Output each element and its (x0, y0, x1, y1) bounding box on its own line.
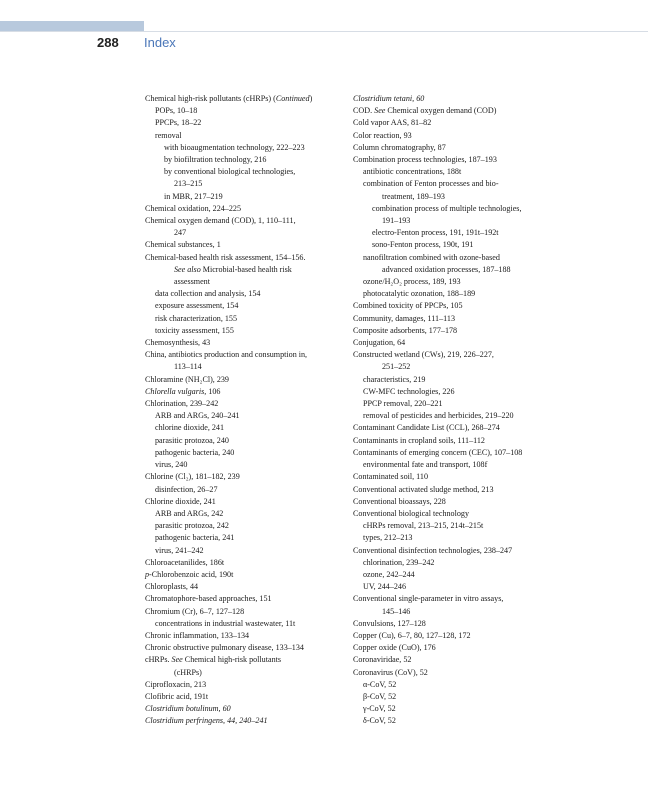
index-subsubentry: in MBR, 217–219 (164, 191, 223, 201)
index-subentry: characteristics, 219 (363, 374, 426, 384)
index-subentry: PPCP removal, 220–221 (363, 399, 443, 409)
index-subentry: nanofiltration combined with ozone-based (363, 252, 500, 262)
index-entry: Contaminant Candidate List (CCL), 268–274 (353, 423, 500, 433)
index-entry: China, antibiotics production and consumption in, (145, 350, 308, 360)
index-column-right (353, 93, 553, 728)
index-entry: Contaminants of emerging concern (CEC), 107–108 (353, 447, 523, 457)
index-entry: cHRPs. See Chemical high-risk pollutants (145, 655, 282, 665)
index-subsubentry: with bioaugmentation technology, 222–223 (164, 142, 305, 152)
header-rule (0, 31, 648, 32)
index-subentry: removal (155, 130, 182, 140)
index-entry: Chloroplasts, 44 (145, 582, 199, 592)
index-entry: Conventional bioassays, 228 (353, 496, 446, 506)
index-entry: Contaminated soil, 110 (353, 472, 429, 482)
index-subsubentry: electro-Fenton process, 191, 191t–192t (372, 228, 499, 238)
index-subentry: UV, 244–246 (363, 582, 407, 592)
index-entry: Chlorination, 239–242 (145, 399, 219, 409)
index-subentry: types, 212–213 (363, 533, 413, 543)
index-subentry: virus, 241–242 (155, 545, 204, 555)
index-entry: Conventional single-parameter in vitro assays, (353, 594, 504, 604)
header-accent-bar (0, 21, 144, 31)
index-entry: Chromatophore-based approaches, 151 (145, 594, 272, 604)
index-subentry: CW-MFC technologies, 226 (363, 386, 455, 396)
index-subentry: disinfection, 26–27 (155, 484, 218, 494)
index-continuation: 113–114 (174, 362, 202, 372)
index-entry: Composite adsorbents, 177–178 (353, 325, 458, 335)
index-entry: Chromium (Cr), 6–7, 127–128 (145, 606, 245, 616)
index-subentry: α-CoV, 52 (363, 679, 397, 689)
index-entry: Copper (Cu), 6–7, 80, 127–128, 172 (353, 630, 471, 640)
index-subentry: environmental fate and transport, 108f (363, 460, 488, 470)
index-subentry: antibiotic concentrations, 188t (363, 167, 462, 177)
index-continuation: advanced oxidation processes, 187–188 (382, 264, 511, 274)
index-entry: Clofibric acid, 191t (145, 691, 209, 701)
index-subentry: data collection and analysis, 154 (155, 289, 261, 299)
index-entry: Chronic inflammation, 133–134 (145, 630, 250, 640)
index-subentry: removal of pesticides and herbicides, 219–220 (363, 411, 514, 421)
index-entry: Chemical substances, 1 (145, 240, 221, 250)
index-entry: Chloroacetanilides, 186t (145, 557, 225, 567)
index-entry: Chemosynthesis, 43 (145, 338, 211, 348)
index-entry: p-Chlorobenzoic acid, 190t (145, 569, 234, 579)
index-continuation: 251–252 (382, 362, 411, 372)
index-subentry: δ-CoV, 52 (363, 716, 396, 726)
index-entry: Chemical high-risk pollutants (cHRPs) (Continued) (145, 94, 313, 103)
index-continuation: 213–215 (174, 179, 203, 189)
index-entry: Coronaviridae, 52 (353, 655, 412, 665)
index-continuation: (cHRPs) (174, 667, 202, 677)
index-entry: Constructed wetland (CWs), 219, 226–227, (353, 350, 494, 360)
index-subsubentry: combination process of multiple technologies, (372, 203, 522, 213)
index-subentry: chlorination, 239–242 (363, 557, 435, 567)
index-entry: Chemical oxygen demand (COD), 1, 110–111, (145, 216, 296, 226)
index-subentry: β-CoV, 52 (363, 691, 397, 701)
index-entry: Conjugation, 64 (353, 338, 406, 348)
index-subentry: exposure assessment, 154 (155, 301, 239, 311)
index-subsubentry: by conventional biological technologies, (164, 167, 296, 177)
index-subentry: chlorine dioxide, 241 (155, 423, 225, 433)
index-subentry: cHRPs removal, 213–215, 214t–215t (363, 521, 484, 531)
index-entry: Conventional activated sludge method, 213 (353, 484, 494, 494)
index-entry: Chlorine (Cl₂), 181–182, 239 (145, 472, 240, 482)
index-entry: Conventional biological technology (353, 508, 469, 518)
index-see-also: See also Microbial-based health risk (174, 264, 292, 274)
page-number: 288 (97, 35, 119, 50)
index-entry: Convulsions, 127–128 (353, 618, 426, 628)
index-entry: Clostridium perfringens, 44, 240–241 (145, 716, 268, 726)
index-entry: Ciprofloxacin, 213 (145, 679, 207, 689)
index-entry: Contaminants in cropland soils, 111–112 (353, 435, 485, 445)
index-subentry: parasitic protozoa, 242 (155, 521, 229, 531)
index-subsubentry: by biofiltration technology, 216 (164, 155, 267, 165)
index-entry: Combined toxicity of PPCPs, 105 (353, 301, 463, 311)
index-subentry: ARB and ARGs, 240–241 (155, 411, 240, 421)
index-entry: Chlorella vulgaris, 106 (145, 386, 221, 396)
index-entry: Chemical-based health risk assessment, 154–156. (145, 252, 306, 262)
index-entry: Combination process technologies, 187–193 (353, 155, 497, 165)
index-entry: Chloramine (NH₂Cl), 239 (145, 374, 229, 384)
index-subentry: toxicity assessment, 155 (155, 325, 234, 335)
index-subentry: PPCPs, 18–22 (155, 118, 202, 128)
index-entry: Cold vapor AAS, 81–82 (353, 118, 432, 128)
index-subentry: pathogenic bacteria, 241 (155, 533, 235, 543)
index-entry: Copper oxide (CuO), 176 (353, 643, 436, 653)
index-subentry: γ-CoV, 52 (363, 704, 396, 714)
index-continuation: 191–193 (382, 216, 411, 226)
index-subentry: pathogenic bacteria, 240 (155, 447, 235, 457)
index-subentry: virus, 240 (155, 460, 188, 470)
index-subentry: parasitic protozoa, 240 (155, 435, 229, 445)
index-subentry: concentrations in industrial wastewater, 11t (155, 618, 296, 628)
index-subentry: ARB and ARGs, 242 (155, 508, 224, 518)
index-entry: Community, damages, 111–113 (353, 313, 455, 323)
index-entry: Chemical oxidation, 224–225 (145, 203, 241, 213)
index-entry: Color reaction, 93 (353, 130, 412, 140)
index-continuation: treatment, 189–193 (382, 191, 445, 201)
index-subentry: POPs, 10–18 (155, 106, 198, 116)
index-entry: Conventional disinfection technologies, 238–247 (353, 545, 513, 555)
index-entry: Chlorine dioxide, 241 (145, 496, 216, 506)
index-entry: COD. See Chemical oxygen demand (COD) (353, 106, 497, 116)
running-head: Index (144, 35, 176, 50)
index-subsubentry: sono-Fenton process, 190t, 191 (372, 240, 474, 250)
index-subentry: ozone, 242–244 (363, 569, 415, 579)
index-subentry: combination of Fenton processes and bio- (363, 179, 499, 189)
index-continuation: 145–146 (382, 606, 411, 616)
index-column-left (145, 93, 341, 728)
index-entry: Coronavirus (CoV), 52 (353, 667, 428, 677)
index-subentry: photocatalytic ozonation, 188–189 (363, 289, 476, 299)
index-subentry: ozone/H₂O₂ process, 189, 193 (363, 277, 461, 287)
index-subentry: risk characterization, 155 (155, 313, 238, 323)
index-entry: Clostridium botulinum, 60 (145, 704, 231, 714)
index-entry: Clostridium tetani, 60 (353, 94, 425, 103)
index-entry: Chronic obstructive pulmonary disease, 133–134 (145, 643, 304, 653)
index-entry: Column chromatography, 87 (353, 142, 446, 152)
index-continuation: 247 (174, 228, 187, 238)
index-continuation: assessment (174, 277, 210, 287)
